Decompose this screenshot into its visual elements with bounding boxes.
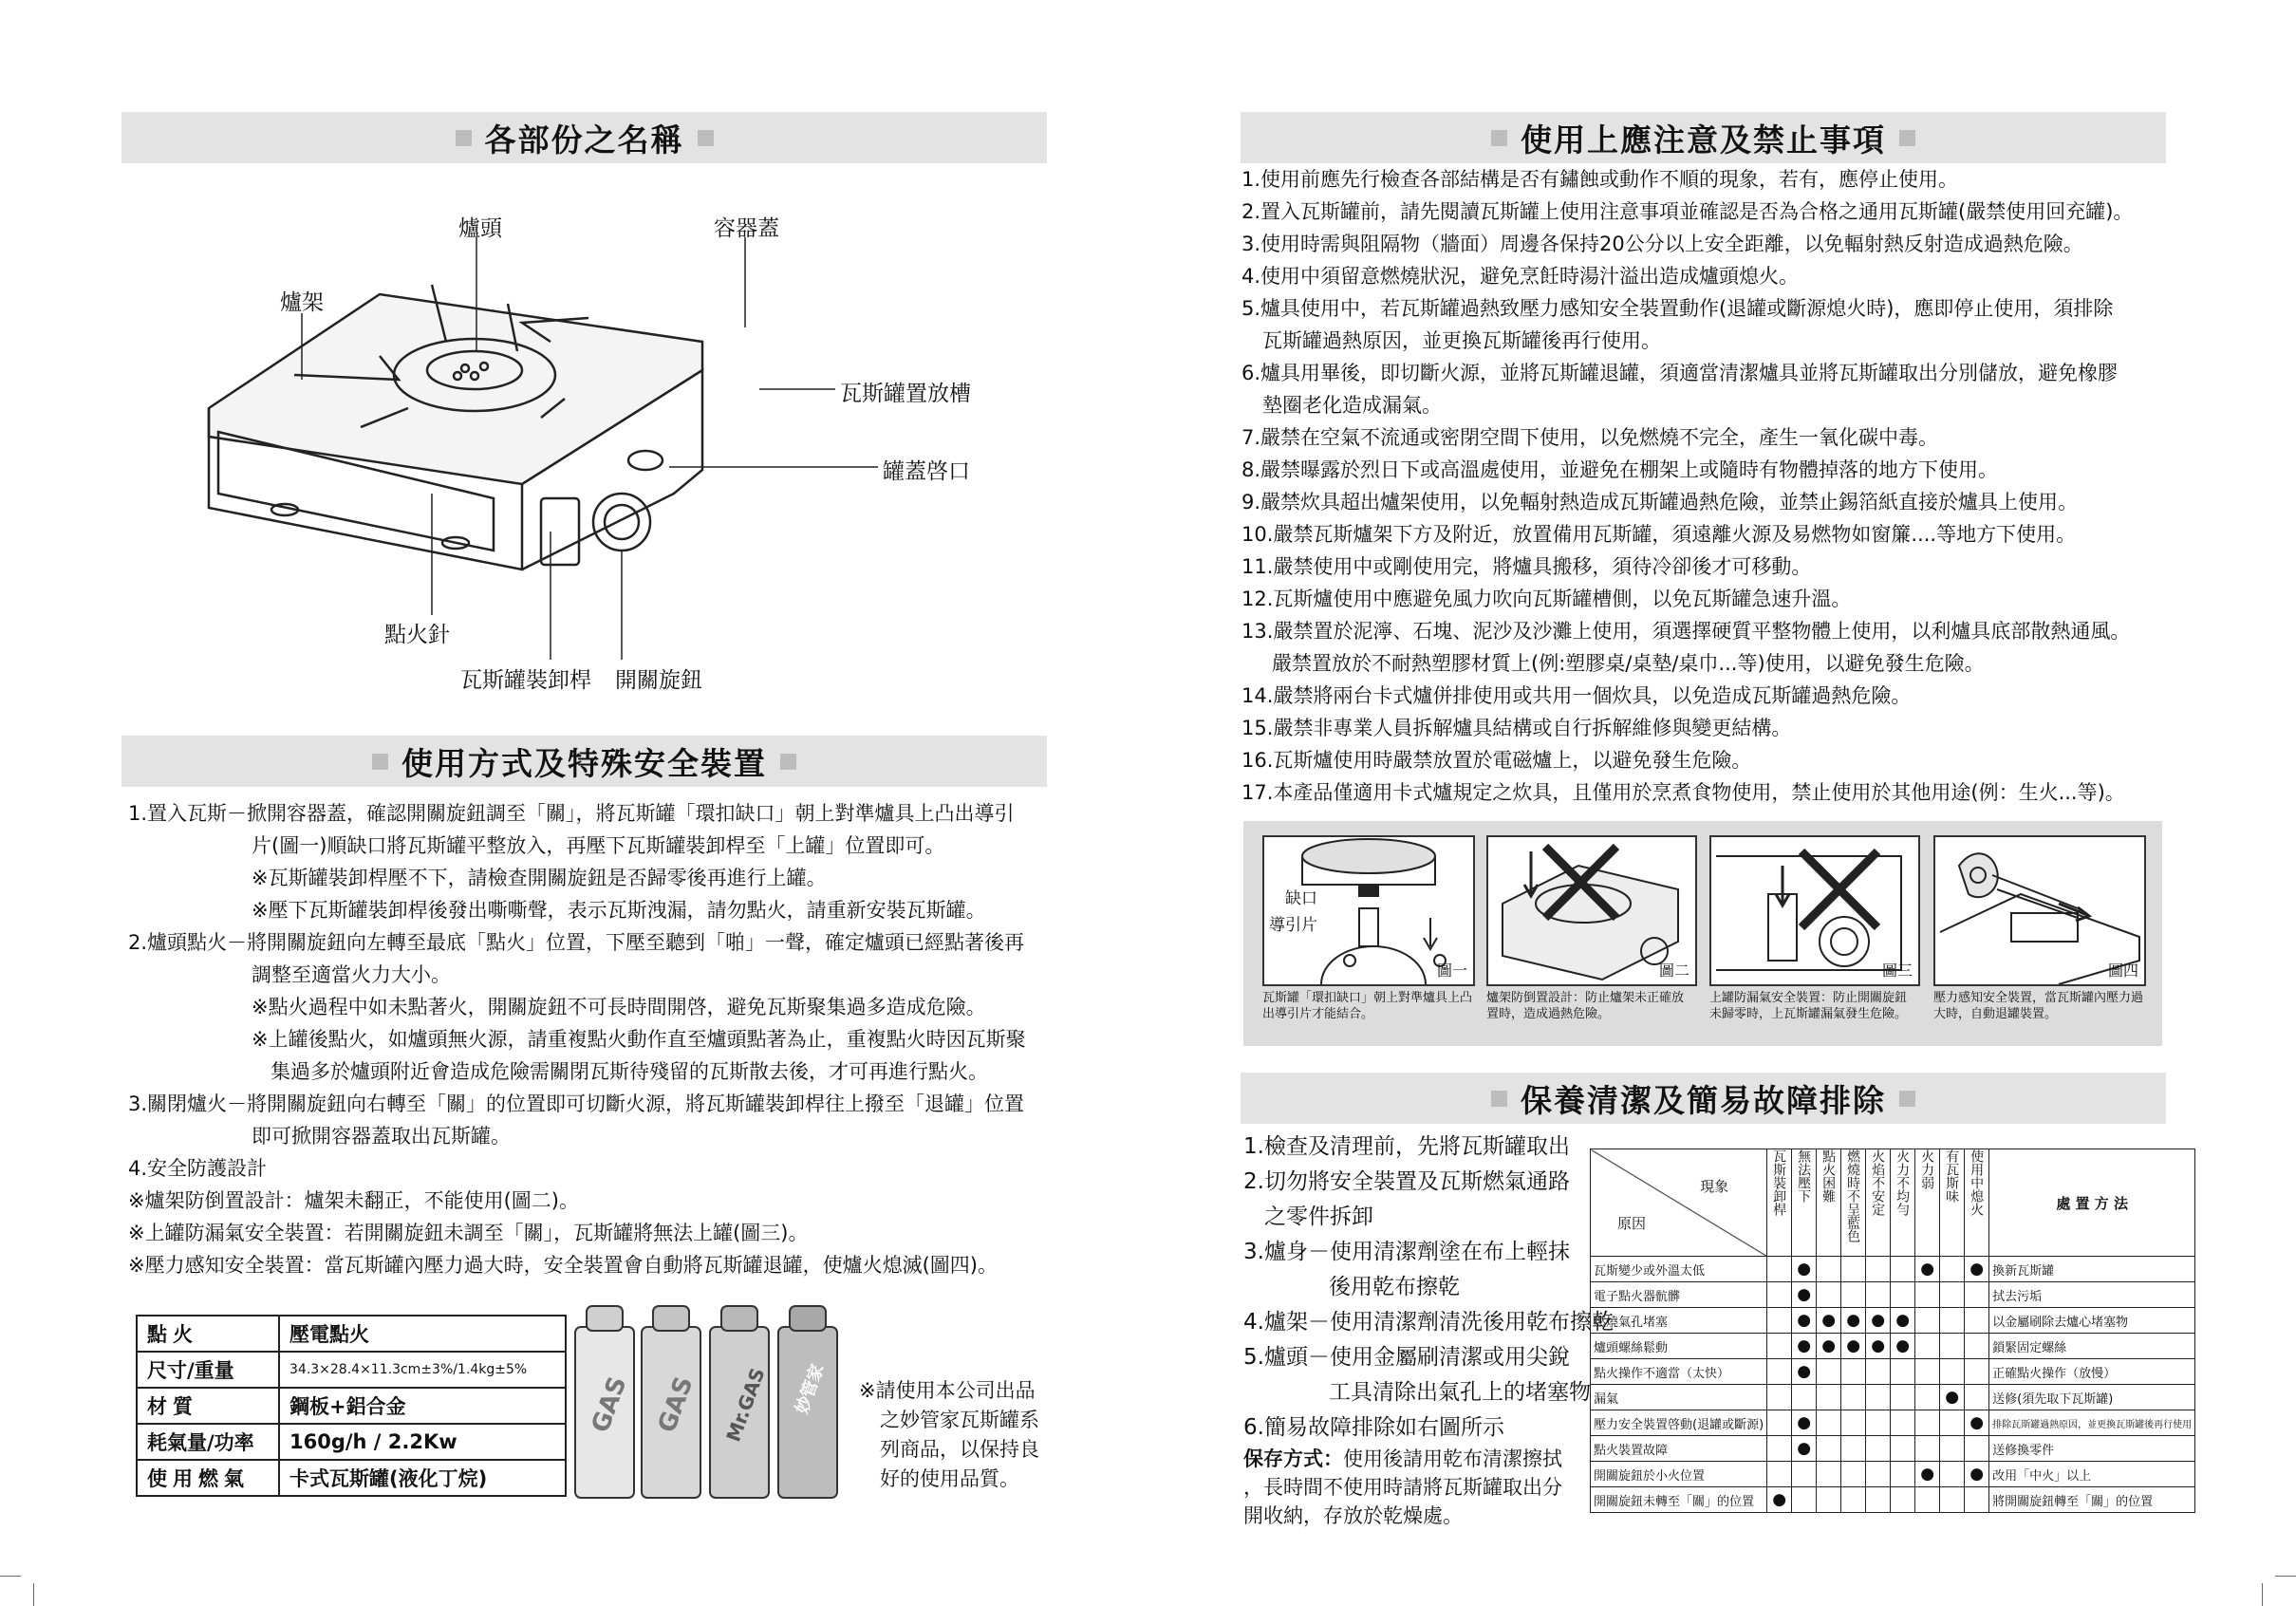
- caution-line: 2.置入瓦斯罐前，請先閱讀瓦斯罐上使用注意事項並確認是否為合格之通用瓦斯罐(嚴禁使用回充罐)。: [1241, 200, 2134, 223]
- usage-line: ※瓦斯罐裝卸桿壓不下，請檢查開關旋鈕是否歸零後再進行上罐。: [252, 867, 827, 889]
- label-burner-head: 爐頭: [458, 216, 502, 241]
- empty-cell: [1817, 1410, 1841, 1436]
- empty-cell: [1891, 1257, 1915, 1282]
- empty-cell: [1841, 1359, 1866, 1385]
- marker-dot-icon: ●: [1866, 1308, 1891, 1334]
- storage-note: [1243, 1445, 1562, 1530]
- storage-line: [1243, 1445, 1562, 1473]
- figure-1: [1262, 835, 1475, 986]
- empty-cell: [1891, 1385, 1915, 1410]
- empty-cell: [1965, 1308, 1989, 1334]
- crop-mark: [33, 1583, 34, 1606]
- empty-cell: [1866, 1385, 1891, 1410]
- column-header-text: 點火困難: [1820, 1149, 1837, 1203]
- column-header-text: 使用中熄火: [1969, 1149, 1985, 1216]
- cause-cell: 電子點火器骯髒: [1591, 1282, 1767, 1308]
- usage-header: [121, 736, 1047, 787]
- crop-mark: [0, 1576, 21, 1577]
- empty-cell: [1817, 1282, 1841, 1308]
- action-cell: 換新瓦斯罐: [1989, 1257, 2195, 1282]
- troubleshooting-table: [1590, 1148, 2195, 1513]
- empty-cell: [1866, 1462, 1891, 1487]
- empty-cell: [1891, 1462, 1915, 1487]
- label-knob: 開關旋鈕: [615, 668, 702, 693]
- marker-dot-icon: ●: [1940, 1385, 1965, 1410]
- figure-4: [1933, 835, 2146, 986]
- marker-dot-icon: ●: [1792, 1257, 1817, 1282]
- empty-cell: [1915, 1308, 1940, 1334]
- marker-dot-icon: ●: [1817, 1308, 1841, 1334]
- marker-dot-icon: ●: [1792, 1282, 1817, 1308]
- marker-dot-icon: ●: [1792, 1359, 1817, 1385]
- empty-cell: [1940, 1436, 1965, 1462]
- maintenance-line: 5.爐頭－使用金屬刷清潔或用尖銳: [1243, 1345, 1570, 1370]
- usage-line: 4.安全防護設計: [128, 1157, 268, 1180]
- marker-dot-icon: ●: [1965, 1410, 1989, 1436]
- spec-table: [136, 1315, 567, 1497]
- spec-key: 材質: [137, 1388, 279, 1424]
- marker-dot-icon: ●: [1915, 1462, 1940, 1487]
- table-row: [1591, 1359, 2195, 1385]
- usage-line: 集過多於爐頭附近會造成危險需關閉瓦斯待殘留的瓦斯散去後，才可再進行點火。: [271, 1060, 988, 1083]
- cause-cell: 開關旋鈕於小火位置: [1591, 1462, 1767, 1487]
- label-ignition-needle: 點火針: [384, 623, 450, 647]
- label-cartridge-slot: 瓦斯罐置放槽: [840, 382, 971, 406]
- empty-cell: [1817, 1385, 1841, 1410]
- caution-line: 8.嚴禁曝露於烈日下或高溫處使用，並避免在棚架上或隨時有物體掉落的地方下使用。: [1241, 458, 1999, 481]
- spec-value: 卡式瓦斯罐(液化丁烷): [279, 1460, 566, 1496]
- usage-line: 片(圖一)順缺口將瓦斯罐平整放入，再壓下瓦斯罐裝卸桿至「上罐」位置即可。: [252, 834, 945, 857]
- can-label: 妙管家: [792, 1361, 829, 1417]
- empty-cell: [1841, 1436, 1866, 1462]
- column-header-text: 火力弱: [1919, 1149, 1935, 1189]
- table-row: [137, 1424, 566, 1460]
- caution-line: 17.本產品僅適用卡式爐規定之炊具，且僅用於烹煮食物使用，禁止使用於其他用途(例：生火...等)。: [1241, 781, 2125, 804]
- usage-line: 調整至適當火力大小。: [252, 963, 451, 986]
- spec-key: 尺寸/重量: [137, 1352, 279, 1388]
- label-lid-opener: 罐蓋啓口: [883, 459, 970, 484]
- maintenance-line: 2.切勿將安全裝置及瓦斯燃氣通路: [1243, 1169, 1570, 1194]
- figure-caption: 壓力感知安全裝置，當瓦斯罐內壓力過大時，自動退罐裝置。: [1933, 991, 2144, 1021]
- empty-cell: [1767, 1308, 1792, 1334]
- figure-name: 圖一: [1436, 962, 1467, 980]
- label-pot-support: 爐架: [280, 290, 324, 315]
- storage-line: ，長時間不使用時請將瓦斯罐取出分: [1243, 1476, 1562, 1499]
- empty-cell: [1965, 1436, 1989, 1462]
- caution-title: 使用上應注意及禁止事項: [1521, 121, 1886, 159]
- action-cell: 以金屬刷除去爐心堵塞物: [1989, 1308, 2195, 1334]
- figure-caption: 上罐防漏氣安全裝置：防止開關旋鈕未歸零時，上瓦斯罐漏氣發生危險。: [1709, 991, 1908, 1021]
- empty-cell: [1817, 1462, 1841, 1487]
- table-row: [1591, 1410, 2195, 1436]
- empty-cell: [1940, 1410, 1965, 1436]
- figure-name: 圖二: [1658, 962, 1689, 980]
- action-cell: 送修(須先取下瓦斯罐): [1989, 1385, 2195, 1410]
- empty-cell: [1767, 1282, 1792, 1308]
- column-header: [1940, 1149, 1965, 1257]
- figure-2: [1486, 835, 1697, 986]
- action-cell: 改用「中火」以上: [1989, 1462, 2195, 1487]
- empty-cell: [1940, 1257, 1965, 1282]
- figure-caption: 爐架防倒置設計：防止爐架未正確放置時，造成過熱危險。: [1486, 991, 1685, 1021]
- column-header-text: 瓦斯裝卸桿: [1771, 1149, 1787, 1216]
- bullet-square-icon: [1899, 1091, 1915, 1107]
- bullet-square-icon: [1491, 1091, 1507, 1107]
- spec-key: 耗氣量/功率: [137, 1424, 279, 1460]
- action-cell: 拭去污垢: [1989, 1282, 2195, 1308]
- empty-cell: [1940, 1308, 1965, 1334]
- empty-cell: [1866, 1436, 1891, 1462]
- caution-line: 5.爐具使用中，若瓦斯罐過熱致壓力感知安全裝置動作(退罐或斷源熄火時)，應即停止使用，須排除: [1241, 297, 2114, 320]
- empty-cell: [1767, 1334, 1792, 1359]
- table-row: [1591, 1462, 2195, 1487]
- notch-label: 缺口: [1285, 889, 1317, 908]
- empty-cell: [1866, 1257, 1891, 1282]
- can-label: Mr.GAS: [721, 1364, 770, 1446]
- action-cell: 正確點火操作（放慢）: [1989, 1359, 2195, 1385]
- empty-cell: [1866, 1282, 1891, 1308]
- safety-figures: [1243, 821, 2162, 1046]
- usage-line: ※壓下瓦斯罐裝卸桿後發出嘶嘶聲，表示瓦斯洩漏，請勿點火，請重新安裝瓦斯罐。: [252, 899, 986, 922]
- action-cell: 排除瓦斯罐過熱原因，並更換瓦斯罐後再行使用: [1989, 1410, 2195, 1436]
- parts-title: 各部份之名稱: [484, 121, 684, 159]
- marker-dot-icon: ●: [1817, 1334, 1841, 1359]
- can-note-line: 列商品，以保持良: [880, 1438, 1039, 1461]
- caution-line: 16.瓦斯爐使用時嚴禁放置於電磁爐上，以避免發生危險。: [1241, 749, 1752, 772]
- empty-cell: [1940, 1359, 1965, 1385]
- empty-cell: [1792, 1462, 1817, 1487]
- label-lid: 容器蓋: [714, 216, 779, 241]
- empty-cell: [1767, 1385, 1792, 1410]
- spec-value: 鋼板+鋁合金: [279, 1388, 566, 1424]
- maintenance-line: 工具清除出氣孔上的堵塞物: [1329, 1380, 1591, 1405]
- empty-cell: [1965, 1487, 1989, 1513]
- action-cell: 鎖緊固定螺絲: [1989, 1334, 2195, 1359]
- marker-dot-icon: ●: [1866, 1334, 1891, 1359]
- marker-dot-icon: ●: [1841, 1308, 1866, 1334]
- marker-dot-icon: ●: [1792, 1436, 1817, 1462]
- phenomenon-label: 現象: [1700, 1178, 1729, 1195]
- caution-line: 瓦斯罐過熱原因，並更換瓦斯罐後再行使用。: [1262, 329, 1661, 352]
- column-header-text: 有瓦斯味: [1944, 1149, 1960, 1203]
- empty-cell: [1940, 1282, 1965, 1308]
- empty-cell: [1891, 1359, 1915, 1385]
- column-header-text: 火焰不安定: [1870, 1149, 1886, 1216]
- empty-cell: [1767, 1462, 1792, 1487]
- cause-cell: 壓力安全裝置啓動(退罐或斷源): [1591, 1410, 1767, 1436]
- empty-cell: [1767, 1436, 1792, 1462]
- can-label: GAS: [652, 1373, 700, 1437]
- empty-cell: [1891, 1282, 1915, 1308]
- empty-cell: [1940, 1334, 1965, 1359]
- can-note: [859, 1376, 1039, 1494]
- table-row: [1591, 1436, 2195, 1462]
- spec-value: 160g/h / 2.2Kw: [279, 1424, 566, 1460]
- table-row: [137, 1352, 566, 1388]
- table-row: [1591, 1257, 2195, 1282]
- caution-line: 1.使用前應先行檢查各部結構是否有鏽蝕或動作不順的現象，若有，應停止使用。: [1241, 168, 1959, 191]
- empty-cell: [1841, 1385, 1866, 1410]
- label-lever: 瓦斯罐裝卸桿: [460, 668, 591, 693]
- empty-cell: [1841, 1257, 1866, 1282]
- diagonal-header-cell: [1591, 1149, 1767, 1257]
- caution-line: 7.嚴禁在空氣不流通或密閉空間下使用，以免燃燒不完全，產生一氧化碳中毒。: [1241, 426, 1939, 449]
- marker-dot-icon: ●: [1792, 1334, 1817, 1359]
- table-row: [1591, 1308, 2195, 1334]
- column-header-text: 火力不均勻: [1895, 1149, 1911, 1216]
- cause-cell: 開關旋鈕未轉至「關」的位置: [1591, 1487, 1767, 1513]
- usage-title: 使用方式及特殊安全裝置: [401, 744, 767, 782]
- cause-cell: 瓦斯變少或外溫太低: [1591, 1257, 1767, 1282]
- usage-line: 即可掀開容器蓋取出瓦斯罐。: [252, 1125, 511, 1148]
- empty-cell: [1965, 1282, 1989, 1308]
- empty-cell: [1891, 1487, 1915, 1513]
- empty-cell: [1792, 1487, 1817, 1513]
- caution-line: 15.嚴禁非專業人員拆解爐具結構或自行拆解維修與變更結構。: [1241, 717, 1792, 739]
- usage-instructions: [128, 797, 1026, 1281]
- maintenance-line: 4.爐架－使用清潔劑清洗後用乾布擦乾: [1243, 1310, 1614, 1335]
- marker-dot-icon: ●: [1891, 1308, 1915, 1334]
- guide-label: 導引片: [1269, 916, 1317, 935]
- table-row: [1591, 1282, 2195, 1308]
- maintenance-line: 3.爐身－使用清潔劑塗在布上輕抹: [1243, 1240, 1570, 1264]
- empty-cell: [1866, 1410, 1891, 1436]
- usage-line: 2.爐頭點火－將開關旋鈕向左轉至最底「點火」位置，下壓至聽到「啪」一聲，確定爐頭已經點著後再: [128, 931, 1025, 954]
- troubleshooting-body: [1591, 1257, 2195, 1513]
- empty-cell: [1866, 1359, 1891, 1385]
- marker-dot-icon: ●: [1841, 1334, 1866, 1359]
- column-header: [1965, 1149, 1989, 1257]
- empty-cell: [1841, 1282, 1866, 1308]
- caution-line: 14.嚴禁將兩台卡式爐併排使用或共用一個炊具，以免造成瓦斯罐過熱危險。: [1241, 684, 1912, 707]
- can-label: GAS: [586, 1373, 633, 1437]
- empty-cell: [1891, 1410, 1915, 1436]
- caution-line: 12.瓦斯爐使用中應避免風力吹向瓦斯罐槽側，以免瓦斯罐急速升溫。: [1241, 588, 1852, 610]
- figure-caption: 瓦斯罐「環扣缺口」朝上對準爐具上凸出導引片才能結合。: [1262, 991, 1473, 1021]
- empty-cell: [1965, 1385, 1989, 1410]
- empty-cell: [1915, 1410, 1940, 1436]
- figure-3: [1709, 835, 1920, 986]
- marker-dot-icon: ●: [1965, 1462, 1989, 1487]
- caution-line: 墊圈老化造成漏氣。: [1262, 394, 1442, 417]
- storage-text: 使用後請用乾布清潔擦拭: [1343, 1447, 1562, 1470]
- table-header-row: [1591, 1149, 2195, 1257]
- empty-cell: [1817, 1359, 1841, 1385]
- usage-line: 1.置入瓦斯－掀開容器蓋，確認開關旋鈕調至「關」，將瓦斯罐「環扣缺口」朝上對準爐具上凸出導引: [128, 802, 1015, 825]
- table-row: [1591, 1334, 2195, 1359]
- empty-cell: [1841, 1462, 1866, 1487]
- empty-cell: [1915, 1385, 1940, 1410]
- empty-cell: [1940, 1462, 1965, 1487]
- empty-cell: [1940, 1487, 1965, 1513]
- empty-cell: [1915, 1359, 1940, 1385]
- caution-line: 4.使用中須留意燃燒狀況，避免烹飪時湯汁溢出造成爐頭熄火。: [1241, 265, 1800, 288]
- caution-line: 13.嚴禁置於泥濘、石塊、泥沙及沙灘上使用，須選擇硬質平整物體上使用，以利爐具底部散熱通風。: [1241, 620, 2131, 643]
- column-header-text: 無法壓下: [1796, 1149, 1812, 1203]
- bullet-square-icon: [1899, 130, 1915, 146]
- empty-cell: [1915, 1334, 1940, 1359]
- empty-cell: [1915, 1282, 1940, 1308]
- cause-cell: 燃燒氣孔堵塞: [1591, 1308, 1767, 1334]
- crop-mark: [2262, 1583, 2263, 1606]
- empty-cell: [1915, 1436, 1940, 1462]
- empty-cell: [1965, 1359, 1989, 1385]
- column-header: [1817, 1149, 1841, 1257]
- can-note-line: 好的使用品質。: [880, 1467, 1019, 1490]
- column-header-text: 燃燒時不呈藍色: [1845, 1149, 1861, 1242]
- empty-cell: [1841, 1487, 1866, 1513]
- spec-value: 34.3×28.4×11.3cm±3%/1.4kg±5%: [279, 1352, 566, 1388]
- can-note-line: ※請使用本公司出品: [859, 1379, 1036, 1402]
- crop-mark: [2275, 1576, 2296, 1577]
- spec-key: 點火: [137, 1316, 279, 1352]
- usage-line: ※上罐防漏氣安全裝置：若開關旋鈕未調至「關」，瓦斯罐將無法上罐(圖三)。: [128, 1222, 809, 1244]
- empty-cell: [1767, 1257, 1792, 1282]
- marker-dot-icon: ●: [1965, 1257, 1989, 1282]
- cause-cell: 漏氣: [1591, 1385, 1767, 1410]
- can-note-line: 之妙管家瓦斯罐系: [880, 1409, 1039, 1431]
- caution-list: [1241, 163, 2133, 809]
- marker-dot-icon: ●: [1891, 1334, 1915, 1359]
- column-header: [1866, 1149, 1891, 1257]
- spec-key: 使用燃氣: [137, 1460, 279, 1496]
- maintenance-line: 1.檢查及清理前，先將瓦斯罐取出: [1243, 1134, 1570, 1159]
- action-cell: 送修換零件: [1989, 1436, 2195, 1462]
- maintenance-header: [1241, 1073, 2166, 1124]
- caution-line: 6.爐具用畢後，即切斷火源，並將瓦斯罐退罐，須適當清潔爐具並將瓦斯罐取出分別儲放，避免橡膠: [1241, 362, 2119, 384]
- marker-dot-icon: ●: [1792, 1308, 1817, 1334]
- storage-line: 開收納，存放於乾燥處。: [1243, 1504, 1463, 1527]
- column-header: [1841, 1149, 1866, 1257]
- figure-name: 圖三: [1881, 962, 1913, 980]
- marker-dot-icon: ●: [1915, 1257, 1940, 1282]
- maintenance-steps: [1243, 1130, 1614, 1446]
- table-row: [137, 1460, 566, 1496]
- cause-cell: 點火裝置故障: [1591, 1436, 1767, 1462]
- column-header: [1891, 1149, 1915, 1257]
- empty-cell: [1915, 1487, 1940, 1513]
- table-row: [1591, 1385, 2195, 1410]
- empty-cell: [1866, 1487, 1891, 1513]
- maintenance-title: 保養清潔及簡易故障排除: [1521, 1081, 1886, 1119]
- empty-cell: [1965, 1334, 1989, 1359]
- usage-line: ※壓力感知安全裝置：當瓦斯罐內壓力過大時，安全裝置會自動將瓦斯罐退罐，使爐火熄滅(圖四)。: [128, 1254, 998, 1277]
- cause-cell: 爐頭螺絲鬆動: [1591, 1334, 1767, 1359]
- maintenance-line: 之零件拆卸: [1264, 1204, 1373, 1229]
- empty-cell: [1841, 1410, 1866, 1436]
- table-row: [1591, 1487, 2195, 1513]
- column-header: [1792, 1149, 1817, 1257]
- caution-header: [1241, 112, 2166, 163]
- storage-label: 保存方式：: [1243, 1447, 1343, 1470]
- table-row: [137, 1388, 566, 1424]
- bullet-square-icon: [372, 754, 388, 770]
- bullet-square-icon: [780, 754, 796, 770]
- usage-line: ※上罐後點火，如爐頭無火源，請重複點火動作直至爐頭點著為止，重複點火時因瓦斯聚: [252, 1028, 1026, 1051]
- caution-line: 10.嚴禁瓦斯爐架下方及附近，放置備用瓦斯罐，須遠離火源及易燃物如窗簾....等地方下使用。: [1241, 523, 2077, 546]
- empty-cell: [1767, 1410, 1792, 1436]
- caution-line: 11.嚴禁使用中或剛使用完，將爐具搬移，須待冷卻後才可移動。: [1241, 555, 1812, 578]
- leader-lines: [0, 0, 1139, 721]
- figure-name: 圖四: [2107, 962, 2138, 980]
- usage-line: ※爐架防倒置設計：爐架未翻正，不能使用(圖二)。: [128, 1189, 579, 1212]
- marker-dot-icon: ●: [1792, 1410, 1817, 1436]
- action-header: 處 置 方 法: [1989, 1149, 2195, 1257]
- column-header: [1915, 1149, 1940, 1257]
- caution-line: 9.嚴禁炊具超出爐架使用，以免輻射熱造成瓦斯罐過熱危險，並禁止錫箔紙直接於爐具上使用。: [1241, 491, 2079, 514]
- caution-line: 嚴禁置放於不耐熱塑膠材質上(例:塑膠桌/桌墊/桌巾...等)使用，以避免發生危險。: [1272, 652, 1985, 675]
- maintenance-line: 6.簡易故障排除如右圖所示: [1243, 1415, 1504, 1440]
- empty-cell: [1817, 1487, 1841, 1513]
- caution-line: 3.使用時需與阻隔物（牆面）周邊各保持20公分以上安全距離，以免輻射熱反射造成過熱危險。: [1241, 233, 2083, 255]
- maintenance-line: 後用乾布擦乾: [1329, 1275, 1460, 1299]
- empty-cell: [1891, 1436, 1915, 1462]
- cause-label: 原因: [1617, 1215, 1647, 1232]
- empty-cell: [1817, 1436, 1841, 1462]
- cause-cell: 點火操作不適當（太快）: [1591, 1359, 1767, 1385]
- marker-dot-icon: ●: [1767, 1487, 1792, 1513]
- empty-cell: [1817, 1257, 1841, 1282]
- empty-cell: [1792, 1385, 1817, 1410]
- bullet-square-icon: [1491, 130, 1507, 146]
- spec-value: 壓電點火: [279, 1316, 566, 1352]
- empty-cell: [1767, 1359, 1792, 1385]
- usage-line: ※點火過程中如未點著火，開關旋鈕不可長時間開啓，避免瓦斯聚集過多造成危險。: [252, 996, 986, 1018]
- column-header: [1767, 1149, 1792, 1257]
- usage-line: 3.關閉爐火－將開關旋鈕向右轉至「關」的位置即可切斷火源，將瓦斯罐裝卸桿往上撥至「退罐」位置: [128, 1092, 1025, 1115]
- action-cell: 將開關旋鈕轉至「關」的位置: [1989, 1487, 2195, 1513]
- table-row: [137, 1316, 566, 1352]
